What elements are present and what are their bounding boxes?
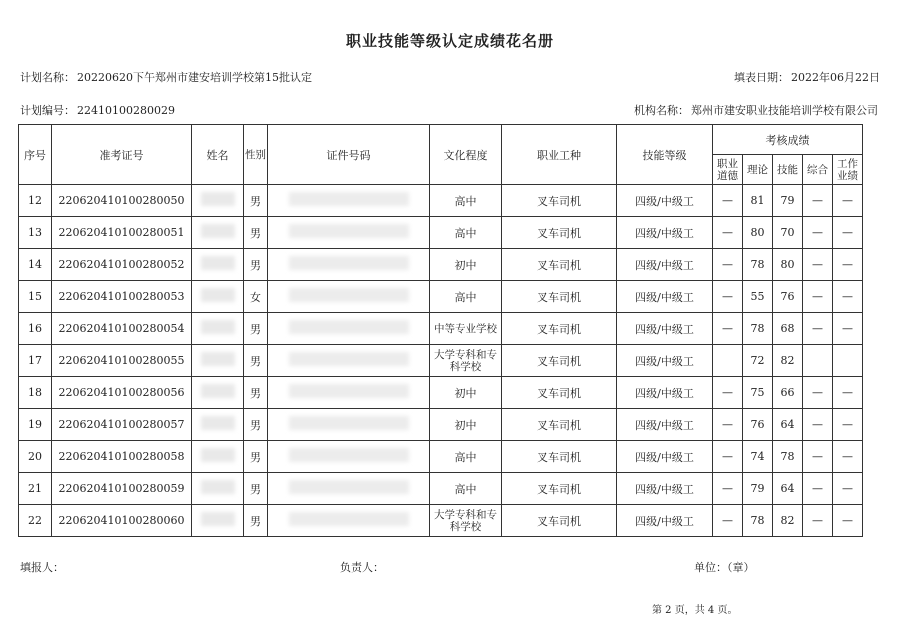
cell-ethics: [713, 345, 743, 377]
plan-name: [20, 69, 312, 85]
cell-theory: 55: [743, 281, 773, 313]
cell-theory: 74: [743, 441, 773, 473]
header-name: 姓名: [192, 125, 244, 185]
cell-id-no: [268, 281, 430, 313]
cell-skill: 68: [773, 313, 803, 345]
cell-work: —: [833, 409, 863, 441]
header-id-no: 证件号码: [268, 125, 430, 185]
cell-gender: 男: [244, 249, 268, 281]
cell-gender: 男: [244, 377, 268, 409]
cell-work: —: [833, 281, 863, 313]
cell-ethics: —: [713, 505, 743, 537]
cell-education: 高中: [430, 441, 502, 473]
cell-level: 四级/中级工: [617, 345, 713, 377]
redacted-id: [289, 512, 409, 526]
cell-occupation: 叉车司机: [502, 313, 617, 345]
institution-value: 郑州市建安职业技能培训学校有限公司: [691, 104, 878, 117]
cell-id-no: [268, 345, 430, 377]
cell-id-no: [268, 313, 430, 345]
table-row: [19, 377, 863, 409]
redacted-name: [201, 192, 235, 206]
cell-seq: 17: [19, 345, 52, 377]
cell-comprehensive: —: [803, 377, 833, 409]
cell-gender: 男: [244, 345, 268, 377]
cell-exam-no: 220620410100280058: [52, 441, 192, 473]
cell-education: 高中: [430, 217, 502, 249]
cell-level: 四级/中级工: [617, 313, 713, 345]
plan-number-value: 22410100280029: [77, 104, 175, 117]
cell-skill: 82: [773, 505, 803, 537]
score-roster-table: [18, 124, 863, 537]
cell-seq: 12: [19, 185, 52, 217]
cell-education: 高中: [430, 185, 502, 217]
cell-seq: 15: [19, 281, 52, 313]
redacted-id: [289, 320, 409, 334]
cell-occupation: 叉车司机: [502, 505, 617, 537]
cell-seq: 19: [19, 409, 52, 441]
table-row: [19, 249, 863, 281]
cell-seq: 13: [19, 217, 52, 249]
cell-skill: 79: [773, 185, 803, 217]
cell-education: 大学专科和专科学校: [430, 345, 502, 377]
report-date: [734, 69, 880, 85]
cell-ethics: —: [713, 377, 743, 409]
redacted-name: [201, 320, 235, 334]
header-skill: 技能: [773, 155, 803, 185]
cell-occupation: 叉车司机: [502, 345, 617, 377]
institution-name: [634, 102, 878, 118]
cell-name: [192, 281, 244, 313]
cell-id-no: [268, 217, 430, 249]
cell-gender: 男: [244, 217, 268, 249]
cell-comprehensive: —: [803, 473, 833, 505]
cell-theory: 80: [743, 217, 773, 249]
cell-ethics: —: [713, 281, 743, 313]
cell-comprehensive: —: [803, 313, 833, 345]
cell-comprehensive: —: [803, 217, 833, 249]
cell-gender: 男: [244, 409, 268, 441]
cell-exam-no: 220620410100280052: [52, 249, 192, 281]
cell-name: [192, 313, 244, 345]
institution-label: 机构名称：: [634, 104, 689, 117]
cell-level: 四级/中级工: [617, 473, 713, 505]
cell-exam-no: 220620410100280053: [52, 281, 192, 313]
cell-ethics: —: [713, 313, 743, 345]
table-row: [19, 313, 863, 345]
cell-theory: 78: [743, 313, 773, 345]
redacted-id: [289, 448, 409, 462]
cell-level: 四级/中级工: [617, 185, 713, 217]
cell-level: 四级/中级工: [617, 441, 713, 473]
table-row: [19, 281, 863, 313]
redacted-id: [289, 224, 409, 238]
cell-seq: 22: [19, 505, 52, 537]
cell-ethics: —: [713, 249, 743, 281]
cell-theory: 72: [743, 345, 773, 377]
cell-exam-no: 220620410100280054: [52, 313, 192, 345]
cell-work: —: [833, 313, 863, 345]
table-row: [19, 217, 863, 249]
cell-work: [833, 345, 863, 377]
cell-work: —: [833, 377, 863, 409]
cell-seq: 16: [19, 313, 52, 345]
cell-exam-no: 220620410100280060: [52, 505, 192, 537]
redacted-name: [201, 416, 235, 430]
header-comprehensive: 综合: [803, 155, 833, 185]
cell-seq: 14: [19, 249, 52, 281]
plan-name-value: 20220620下午郑州市建安培训学校第15批认定: [77, 71, 312, 84]
redacted-name: [201, 352, 235, 366]
redacted-name: [201, 384, 235, 398]
cell-gender: 女: [244, 281, 268, 313]
table-row: [19, 473, 863, 505]
cell-gender: 男: [244, 505, 268, 537]
cell-exam-no: 220620410100280050: [52, 185, 192, 217]
cell-theory: 76: [743, 409, 773, 441]
redacted-id: [289, 416, 409, 430]
cell-skill: 76: [773, 281, 803, 313]
cell-work: —: [833, 441, 863, 473]
cell-name: [192, 185, 244, 217]
cell-education: 中等专业学校: [430, 313, 502, 345]
cell-ethics: —: [713, 185, 743, 217]
cell-occupation: 叉车司机: [502, 249, 617, 281]
cell-seq: 18: [19, 377, 52, 409]
header-ethics: 职业道德: [713, 155, 743, 185]
cell-seq: 21: [19, 473, 52, 505]
cell-education: 初中: [430, 377, 502, 409]
cell-ethics: —: [713, 409, 743, 441]
cell-gender: 男: [244, 441, 268, 473]
cell-comprehensive: —: [803, 409, 833, 441]
cell-comprehensive: —: [803, 249, 833, 281]
cell-id-no: [268, 185, 430, 217]
document-title: 职业技能等级认定成绩花名册: [345, 32, 554, 50]
table-row: [19, 345, 863, 377]
cell-id-no: [268, 409, 430, 441]
cell-level: 四级/中级工: [617, 409, 713, 441]
cell-exam-no: 220620410100280051: [52, 217, 192, 249]
cell-skill: 66: [773, 377, 803, 409]
cell-skill: 70: [773, 217, 803, 249]
cell-seq: 20: [19, 441, 52, 473]
cell-skill: 82: [773, 345, 803, 377]
cell-theory: 75: [743, 377, 773, 409]
cell-occupation: 叉车司机: [502, 473, 617, 505]
cell-occupation: 叉车司机: [502, 441, 617, 473]
header-work: 工作业绩: [833, 155, 863, 185]
redacted-id: [289, 480, 409, 494]
cell-name: [192, 441, 244, 473]
cell-occupation: 叉车司机: [502, 409, 617, 441]
cell-level: 四级/中级工: [617, 249, 713, 281]
cell-skill: 78: [773, 441, 803, 473]
cell-gender: 男: [244, 473, 268, 505]
cell-ethics: —: [713, 441, 743, 473]
cell-comprehensive: [803, 345, 833, 377]
report-date-label: 填表日期：: [734, 71, 789, 84]
cell-theory: 78: [743, 505, 773, 537]
cell-level: 四级/中级工: [617, 377, 713, 409]
cell-education: 初中: [430, 409, 502, 441]
cell-occupation: 叉车司机: [502, 377, 617, 409]
cell-comprehensive: —: [803, 185, 833, 217]
redacted-name: [201, 256, 235, 270]
cell-level: 四级/中级工: [617, 217, 713, 249]
cell-exam-no: 220620410100280057: [52, 409, 192, 441]
cell-skill: 64: [773, 409, 803, 441]
redacted-id: [289, 352, 409, 366]
header-occupation: 职业工种: [502, 125, 617, 185]
cell-level: 四级/中级工: [617, 505, 713, 537]
cell-education: 高中: [430, 281, 502, 313]
header-gender: 性别: [244, 125, 268, 185]
cell-occupation: 叉车司机: [502, 281, 617, 313]
cell-work: —: [833, 505, 863, 537]
cell-name: [192, 505, 244, 537]
cell-name: [192, 473, 244, 505]
cell-name: [192, 377, 244, 409]
header-level: 技能等级: [617, 125, 713, 185]
cell-comprehensive: —: [803, 505, 833, 537]
cell-id-no: [268, 441, 430, 473]
cell-name: [192, 217, 244, 249]
cell-education: 大学专科和专科学校: [430, 505, 502, 537]
cell-theory: 79: [743, 473, 773, 505]
cell-comprehensive: —: [803, 441, 833, 473]
cell-skill: 64: [773, 473, 803, 505]
cell-ethics: —: [713, 473, 743, 505]
redacted-name: [201, 480, 235, 494]
responsible-label: 负责人：: [340, 561, 384, 574]
cell-name: [192, 249, 244, 281]
header-scores-group: 考核成绩: [713, 125, 863, 155]
cell-work: —: [833, 249, 863, 281]
cell-comprehensive: —: [803, 281, 833, 313]
redacted-id: [289, 384, 409, 398]
cell-skill: 80: [773, 249, 803, 281]
table-row: [19, 505, 863, 537]
cell-level: 四级/中级工: [617, 281, 713, 313]
redacted-id: [289, 192, 409, 206]
cell-theory: 78: [743, 249, 773, 281]
cell-education: 初中: [430, 249, 502, 281]
redacted-id: [289, 256, 409, 270]
table-row: [19, 185, 863, 217]
cell-gender: 男: [244, 185, 268, 217]
redacted-name: [201, 448, 235, 462]
cell-theory: 81: [743, 185, 773, 217]
cell-id-no: [268, 505, 430, 537]
cell-exam-no: 220620410100280055: [52, 345, 192, 377]
redacted-name: [201, 288, 235, 302]
header-theory: 理论: [743, 155, 773, 185]
cell-work: —: [833, 473, 863, 505]
report-date-value: 2022年06月22日: [791, 71, 880, 84]
plan-name-label: 计划名称：: [20, 71, 75, 84]
cell-id-no: [268, 377, 430, 409]
cell-education: 高中: [430, 473, 502, 505]
plan-number: [20, 102, 175, 118]
cell-ethics: —: [713, 217, 743, 249]
page-number: 第 2 页，共 4 页。: [652, 605, 738, 616]
cell-occupation: 叉车司机: [502, 185, 617, 217]
cell-occupation: 叉车司机: [502, 217, 617, 249]
plan-number-label: 计划编号：: [20, 104, 75, 117]
cell-exam-no: 220620410100280056: [52, 377, 192, 409]
unit-seal-label: 单位：（章）: [694, 561, 755, 574]
header-seq: 序号: [19, 125, 52, 185]
cell-id-no: [268, 249, 430, 281]
cell-name: [192, 409, 244, 441]
redacted-name: [201, 224, 235, 238]
redacted-name: [201, 512, 235, 526]
table-row: [19, 441, 863, 473]
cell-work: —: [833, 217, 863, 249]
header-exam-no: 准考证号: [52, 125, 192, 185]
header-education: 文化程度: [430, 125, 502, 185]
table-row: [19, 409, 863, 441]
cell-exam-no: 220620410100280059: [52, 473, 192, 505]
cell-work: —: [833, 185, 863, 217]
cell-name: [192, 345, 244, 377]
filler-label: 填报人：: [20, 561, 64, 574]
cell-gender: 男: [244, 313, 268, 345]
redacted-id: [289, 288, 409, 302]
cell-id-no: [268, 473, 430, 505]
